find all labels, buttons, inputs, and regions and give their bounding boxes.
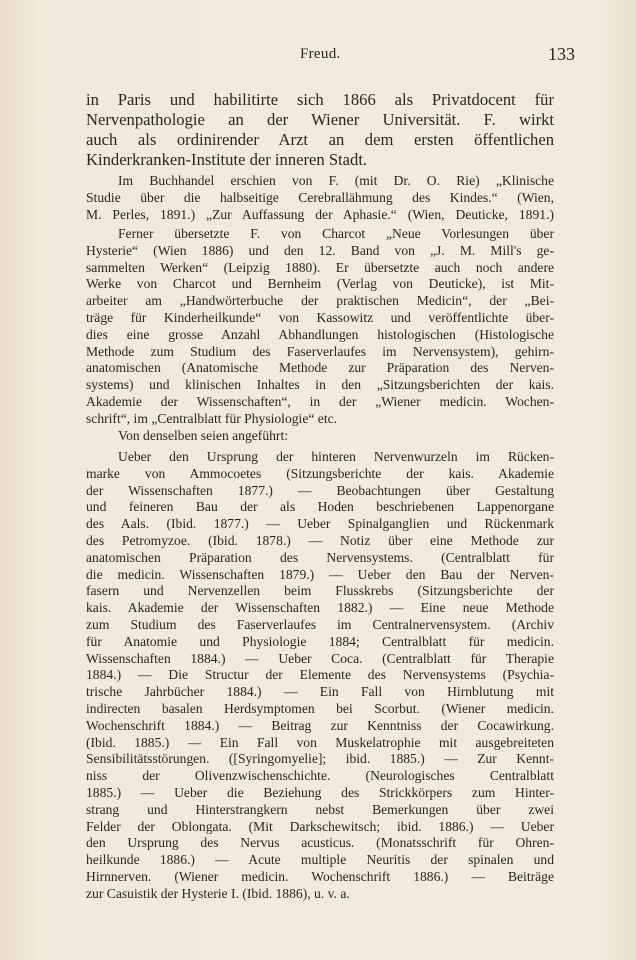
text-line: 1884.) — Die Structur der Elemente des Nervensystems (Psychia- (86, 667, 554, 683)
text-line: der Wissenschaften 1877.) — Beobachtungen über Gestaltung (86, 482, 554, 498)
paragraph-von-denselben (86, 428, 554, 445)
text-line: Felder der Oblongata. (Mit Darkschewitsch; ibid. 1886.) — Ueber (86, 818, 554, 834)
text-line: des Petromyzoe. (Ibid. 1878.) — Notiz über eine Methode zur (86, 532, 554, 548)
text-line: anatomischen Präparation des Nervensystems. (Centralblatt für (86, 549, 554, 565)
text-line: Wissenschaften 1884.) — Ueber Coca. (Centralblatt für Therapie (86, 650, 554, 666)
text-line: Ueber den Ursprung der hinteren Nervenwurzeln im Rücken- (118, 449, 554, 464)
text-line: die medicin. Wissenschaften 1879.) — Ueber den Bau der Nerven- (86, 566, 554, 582)
text-line: Methode zum Studium des Faserverlaufes im Nervensystem), gehirn- (86, 343, 554, 359)
text-line: des Aals. (Ibid. 1877.) — Ueber Spinalganglien und Rückenmark (86, 516, 554, 532)
text-line: Sensibilitätsstörungen. ([Syringomyelie]; ibid. 1885.) — Zur Kennt- (86, 751, 554, 767)
text-line: heilkunde 1886.) — Acute multiple Neuritis der spinalen und (86, 852, 554, 868)
text-line: Studie über die halbseitige Cerebrallähmung des Kindes.“ (Wien, (86, 189, 554, 205)
text-line: anatomischen (Anatomische Methode zur Präparation des Nerven- (86, 360, 554, 376)
running-head: Freud. (300, 46, 341, 62)
text-line: strang und Hinterstrangkern nebst Bemerkungen über zwei (86, 801, 554, 817)
text-line: in Paris und habilitirte sich 1866 als Privatdocent für (86, 90, 554, 109)
text-line: sammelten Werken“ (Leipzig 1880). Er übersetzte auch noch andere (86, 259, 554, 275)
text-line: auch als ordinirender Arzt an dem ersten öffentlichen (86, 130, 554, 149)
text-line: indirecten basalen Herdsymptomen bei Scorbut. (Wiener medicin. (86, 700, 554, 716)
text-line: trische Jahrbücher 1884.) — Ein Fall von Hirnblutung mit (86, 684, 554, 700)
text-line: niss der Olivenzwischenschichte. (Neurologisches Centralblatt (86, 768, 554, 784)
paragraph-charcot (86, 226, 554, 428)
text-line: zur Casuistik der Hysterie I. (Ibid. 1886), u. v. a. (86, 885, 350, 901)
text-line: schrift“, im „Centralblatt für Physiologie“ etc. (86, 410, 338, 426)
text-line: Wochenschrift 1884.) — Beitrag zur Kenntniss der Cocawirkung. (86, 717, 554, 733)
text-line: dies eine grosse Anzahl Abhandlungen histologischen (Histologische (86, 326, 554, 342)
text-line: zum Studium des Faserverlaufes im Centralnervensystem. (Archiv (86, 616, 554, 632)
paragraph-works-list (86, 449, 554, 903)
text-line: Werke von Charcot und Bernheim (Verlag von Deuticke), ist Mit- (86, 276, 554, 292)
text-line: Kinderkranken-Institute der inneren Stadt. (86, 150, 368, 169)
paragraph-career (86, 90, 554, 170)
text-line: M. Perles, 1891.) „Zur Auffassung der Aphasie.“ (Wien, Deuticke, 1891.) (86, 206, 554, 222)
text-line: Ferner übersetzte F. von Charcot „Neue Vorlesungen über (118, 226, 554, 241)
text-line: Im Buchhandel erschien von F. (mit Dr. O. Rie) „Klinische (118, 173, 554, 188)
text-line: und feineren Bau der als Hoden beschriebenen Lappenorgane (86, 499, 554, 515)
text-line: Akademie der Wissenschaften“, in der „Wiener medicin. Wochen- (86, 393, 554, 409)
text-line: Von denselben seien angeführt: (118, 428, 289, 443)
text-line: Hysterie“ (Wien 1886) und den 12. Band von „J. M. Mill's ge- (86, 242, 554, 258)
text-line: Nervenpathologie an der Wiener Universität. F. wirkt (86, 110, 554, 129)
page-number: 133 (548, 44, 575, 64)
text-line: arbeiter am „Handwörterbuche der praktischen Medicin“, der „Bei- (86, 293, 554, 309)
page-header (0, 44, 636, 68)
text-line: fasern und Nervenzellen beim Flusskrebs (Sitzungsberichte der (86, 583, 554, 599)
text-line: systems) und klinischen Inhaltes in den „Sitzungsberichten der kais. (86, 377, 554, 393)
paragraph-buchhandel (86, 173, 554, 223)
text-line: für Anatomie und Physiologie 1884; Centralblatt für medicin. (86, 633, 554, 649)
text-line: kais. Akademie der Wissenschaften 1882.) — Eine neue Methode (86, 600, 554, 616)
text-line: marke von Ammocoetes (Sitzungsberichte der kais. Akademie (86, 465, 554, 481)
text-line: Hirnnerven. (Wiener medicin. Wochenschrift 1886.) — Beiträge (86, 868, 554, 884)
text-line: träge für Kinderheilkunde“ von Kassowitz und veröffentlichte über- (86, 309, 554, 325)
text-line: den Ursprung des Nervus acusticus. (Monatsschrift für Ohren- (86, 835, 554, 851)
text-line: 1885.) — Ueber die Beziehung des Strickkörpers zum Hinter- (86, 784, 554, 800)
text-line: (Ibid. 1885.) — Ein Fall von Muskelatrophie mit ausgebreiteten (86, 734, 554, 750)
